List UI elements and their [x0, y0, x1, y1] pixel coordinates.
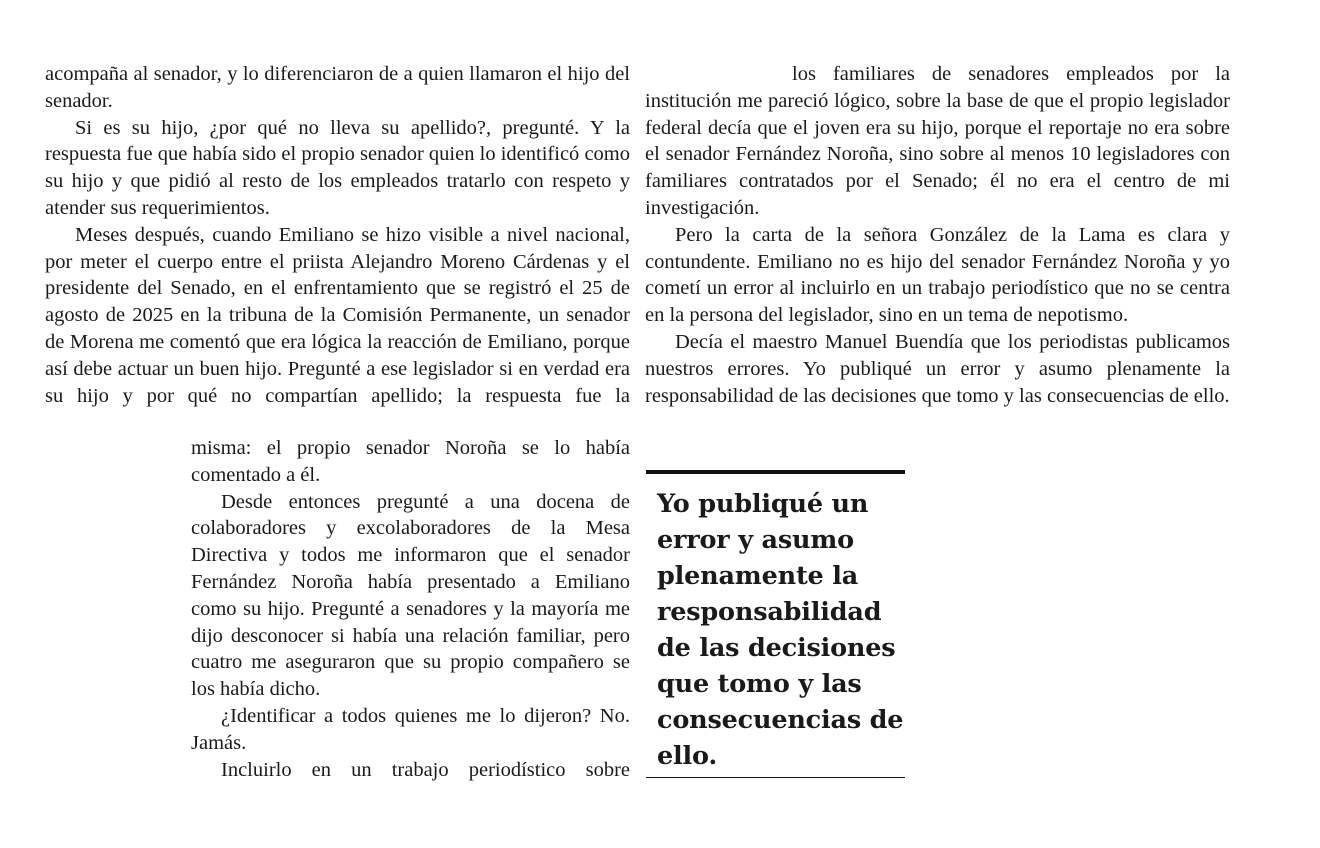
pull-quote: [646, 470, 905, 778]
paragraph: los familiares de senadores empleados por la institución me pareció lógico, sobre la base de que el propio legislador federal decía que el joven era su hijo, porque el reportaje no era sobre el senador Fernández Noroña, sino sobre al menos 10 legisladores con familiares contratados por el Senado; él no era el centro de mi investigación.: [645, 63, 1230, 219]
paragraph: Pero la carta de la señora González de la Lama es clara y contundente. Emiliano no es hijo del senador Fernández Noroña y yo cometí un error al incluirlo en un trabajo periodístico que no se centra en la persona del legislador, sino en un tema de nepotismo.: [645, 223, 1230, 327]
paragraph: Incluirlo en un trabajo periodístico sobre: [221, 758, 630, 781]
paragraph: acompaña al senador, y lo diferenciaron de a quien llamaron el hijo del senador.: [45, 63, 630, 112]
paragraph: Meses después, cuando Emiliano se hizo visible a nivel nacional, por meter el cuerpo entre el priista Alejandro Moreno Cárdenas y el presidente del Senado, en el enfrentamiento que se registró el 25 de agosto de 2025 en la tribuna de la Comisión Permanente, un senador de Morena me comentó que era lógica la reacción de Emiliano, porque así debe actuar un buen hijo. Pregunté a ese legislador si en verdad era su hijo y por qué no compartían apellido; la respuesta fue la: [45, 223, 630, 407]
paragraph: Desde entonces pregunté a una docena de colaboradores y excolaboradores de la Mesa Directiva y todos me informaron que el senador Fernández Noroña había presentado a Emiliano como su hijo. Pregunté a senadores y la mayoría me dijo desconocer si había una relación familiar, pero cuatro me aseguraron que su propio compañero se los había dicho.: [191, 490, 630, 701]
paragraph: Decía el maestro Manuel Buendía que los periodistas publicamos nuestros errores. Yo publiqué un error y asumo plenamente la responsabilidad de las decisiones que tomo y las consecuencias de ello.: [645, 330, 1230, 407]
pull-quote-text: Yo publiqué un error y asumo plenamente la responsabilidad de las decisiones que tomo y las consecuencias de ello.: [657, 489, 904, 771]
paragraph: Si es su hijo, ¿por qué no lleva su apellido?, pregunté. Y la respuesta fue que había sido el propio senador quien lo identificó como su hijo y que pidió al resto de los empleados tratarlo con respeto y atender sus requerimientos.: [45, 116, 630, 219]
article-column-left-bottom: [191, 435, 630, 783]
paragraph: ¿Identificar a todos quienes me lo dijeron? No. Jamás.: [191, 704, 630, 754]
article-column-left-top: [45, 61, 630, 409]
article-column-right: [645, 61, 1230, 409]
paragraph: misma: el propio senador Noroña se lo había comentado a él.: [191, 437, 630, 486]
